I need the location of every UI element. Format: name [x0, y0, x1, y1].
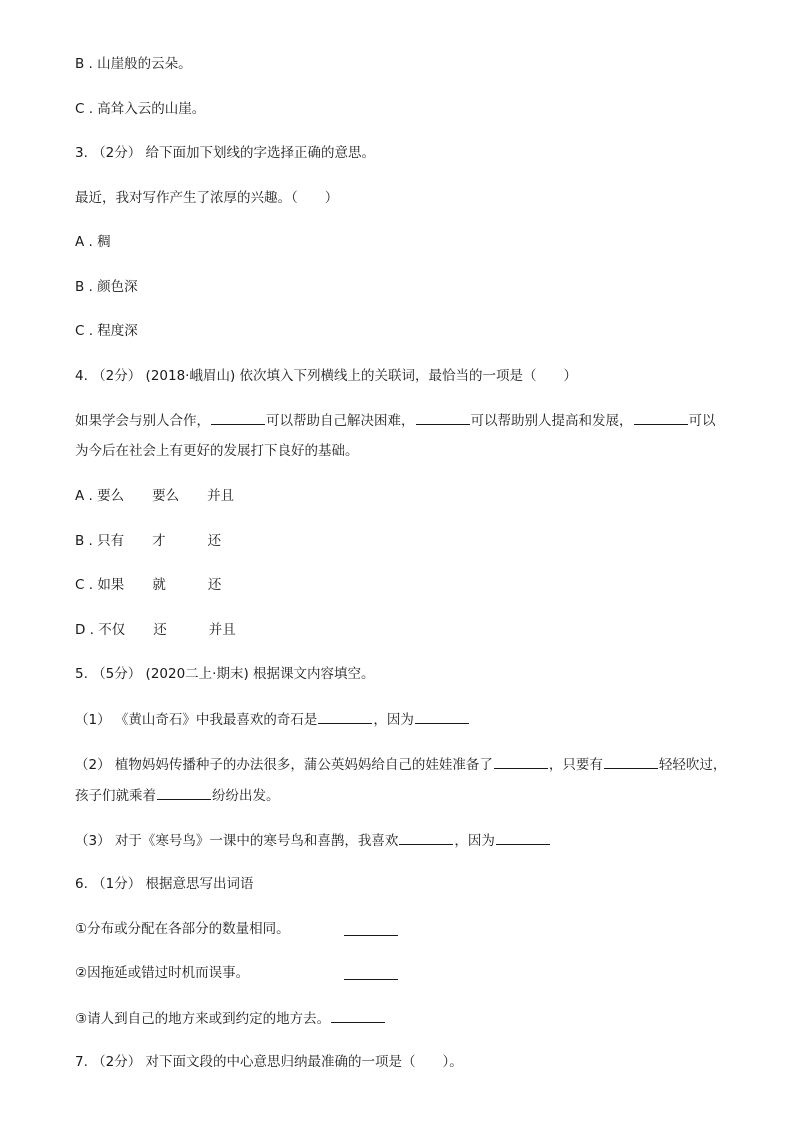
sub-text: （3） 对于《寒号鸟》一课中的寒号鸟和喜鹊，我喜欢: [75, 833, 399, 849]
sub-text: 轻轻吹过，: [658, 757, 727, 773]
answer-blank[interactable]: [318, 709, 372, 724]
option-c: [75, 575, 221, 595]
sub-text: 孩子们就乘着: [75, 788, 156, 804]
answer-blank[interactable]: [496, 830, 550, 845]
question-5-sub-3: [75, 830, 551, 851]
option-b: [75, 531, 221, 551]
option-word: 还: [207, 533, 222, 549]
option-b: B . 颜色深: [75, 279, 138, 295]
stem-text: 如果学会与别人合作，: [75, 413, 210, 429]
answer-blank[interactable]: [634, 410, 688, 425]
answer-blank[interactable]: [399, 830, 453, 845]
option-word: 并且: [208, 622, 236, 638]
question-6-item-3: [75, 1008, 386, 1029]
answer-blank[interactable]: [344, 965, 398, 980]
option-a: [75, 486, 234, 506]
answer-blank[interactable]: [416, 410, 470, 425]
option-word: 要么: [152, 488, 180, 504]
option-word: 还: [207, 577, 222, 593]
option-word: 并且: [207, 488, 235, 504]
answer-blank[interactable]: [331, 1008, 385, 1023]
stem-text: 可以: [688, 413, 716, 429]
stem-text: 可以帮助自己解决困难，: [266, 413, 415, 429]
answer-blank[interactable]: [157, 785, 211, 800]
sub-text: ，因为: [373, 712, 414, 728]
question-7-header: 7. （2分） 对下面文段的中心意思归纳最准确的一项是（ ）。: [75, 1054, 463, 1070]
question-3-stem: 最近，我对写作产生了浓厚的兴趣。（ ）: [75, 190, 339, 206]
answer-blank[interactable]: [604, 754, 658, 769]
option-word: 只有: [97, 533, 125, 549]
option-a: A . 稠: [75, 234, 111, 250]
option-letter: B .: [75, 533, 98, 549]
question-3-header: 3. （2分） 给下面加下划线的字选择正确的意思。: [75, 145, 376, 161]
question-5-sub-2: [75, 754, 726, 775]
option-d: [75, 620, 236, 640]
option-word: 就: [152, 577, 166, 593]
sub-text: （1） 《黄山奇石》中我最喜欢的奇石是: [75, 712, 318, 728]
option-letter: A .: [75, 488, 98, 504]
option-letter: D .: [75, 622, 99, 638]
sub-text: 纷纷出发。: [212, 788, 280, 804]
sub-text: ，因为: [454, 833, 495, 849]
stem-text: 可以帮助别人提高和发展，: [470, 413, 633, 429]
option-c: C . 程度深: [75, 323, 138, 339]
sub-text: ，只要有: [548, 757, 603, 773]
option-word: 还: [153, 622, 167, 638]
option-letter: C .: [75, 577, 98, 593]
item-text: ①分布或分配在各部分的数量相同。: [75, 921, 290, 937]
question-6-item-2: [75, 963, 249, 983]
item-text: ②因拖延或错过时机而误事。: [75, 965, 250, 981]
question-4-stem-line2: 为今后在社会上有更好的发展打下良好的基础。: [75, 443, 359, 459]
option-word: 才: [152, 533, 166, 549]
option-word: 要么: [97, 488, 125, 504]
answer-blank[interactable]: [415, 709, 469, 724]
answer-blank[interactable]: [211, 410, 265, 425]
question-6-item-1: [75, 919, 290, 939]
option-word: 不仅: [98, 622, 126, 638]
question-4-stem: [75, 410, 716, 431]
question-5-sub-1: [75, 709, 470, 730]
option-b: B . 山崖般的云朵。: [75, 56, 192, 72]
question-5-sub-2-line2: [75, 785, 280, 806]
answer-blank[interactable]: [494, 754, 548, 769]
sub-text: （2） 植物妈妈传播种子的办法很多，蒲公英妈妈给自己的娃娃准备了: [75, 757, 493, 773]
option-word: 如果: [97, 577, 125, 593]
answer-blank[interactable]: [344, 921, 398, 936]
option-c: C . 高耸入云的山崖。: [75, 101, 206, 117]
question-4-header: 4. （2分） (2018·峨眉山) 依次填入下列横线上的关联词，最恰当的一项是（ ）: [75, 368, 578, 384]
item-text: ③请人到自己的地方来或到约定的地方去。: [75, 1011, 331, 1027]
question-5-header: 5. （5分） (2020二上·期末) 根据课文内容填空。: [75, 666, 375, 682]
question-6-header: 6. （1分） 根据意思写出词语: [75, 876, 254, 892]
